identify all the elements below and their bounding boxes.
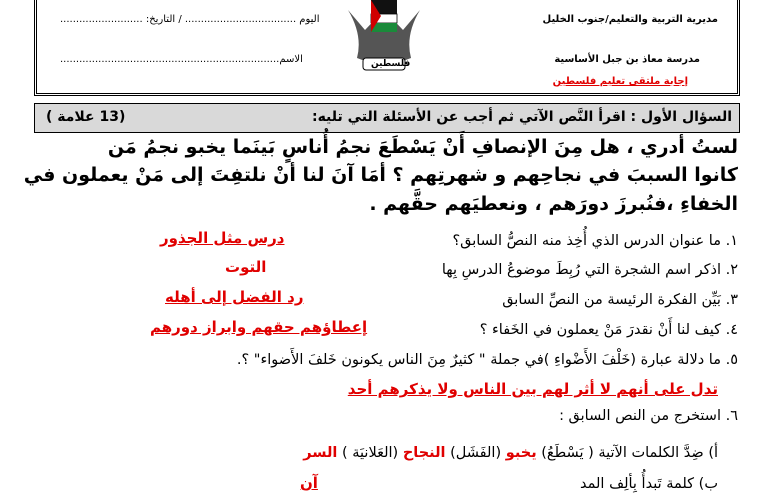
sub-a-word: (الفَشَل) [450, 445, 502, 461]
sub-a-answer: يخبو [505, 445, 537, 461]
question-2: ٢. اذكر اسم الشجرة التي رُبِطَ موضوعُ الدرسِ بِها [441, 262, 738, 278]
palestine-emblem [343, 0, 425, 74]
question-title: السؤال الأول : اقرأ النَّص الآتي ثم أجب عن الأسئلة التي تليه: [311, 109, 732, 125]
sub-a-line [303, 445, 718, 461]
day-date-field: اليوم ................................... / التاريخ: .......................... [60, 14, 320, 25]
school: مدرسة معاذ بن جبل الأساسية [554, 54, 700, 65]
answer-5: تدل على أنهم لا أثر لهم بين الناس ولا يذكرهم أحد [347, 380, 718, 398]
question-3: ٣. بَيِّن الفكرة الرئيسة من النصِّ السابق [502, 292, 738, 308]
answer-3: رد الفضل إلى أهله [165, 288, 304, 306]
passage-line: لستُ أدري ، هل مِنَ الإنصافِ أَنْ يَسْطَعَ نجمُ أُناسٍ بَينَما يخبو نجمُ مَن [107, 136, 738, 158]
sub-a-answer: النجاح [402, 445, 446, 461]
question-5: ٥. ما دلالة عبارة (خَلْفَ الأَضْواءِ )في جملة " كثيرٌ مِنَ الناس يكونون خَلفَ الأَضواء" ؟. [236, 352, 738, 368]
question-marks: (13 علامة ) [46, 109, 126, 125]
name-field: الاسم..................................................................... [60, 54, 303, 65]
sub-a-word: ( يَسْطَعُ) [541, 445, 594, 461]
sub-b-text: ب) كلمة تَبدأُ بِألِف المد [580, 476, 718, 492]
passage-line: كانوا السببَ في نجاحِهم و شهرتِهم ؟ أمَا آنَ لنا أنْ نلتفِتَ إلى مَنْ يعملون في [23, 164, 738, 186]
crest-text: فلسطين [371, 59, 411, 69]
question-4: ٤. كيف لنا أَنْ نقدرَ مَنْ يعملون في الخَفاء ؟ [479, 322, 738, 338]
answer-1: درس مثل الجذور [160, 229, 285, 247]
source-link[interactable]: إجابة ملتقى تعليم فلسطين [552, 76, 688, 87]
sub-a-prefix: أ) ضِدَّ الكلمات الآتية [598, 445, 718, 461]
question-1: ١. ما عنوان الدرس الذي أُخِذ منه النصُّ السابق؟ [452, 233, 738, 249]
question-6: ٦. استخرج من النص السابق : [559, 408, 738, 424]
sub-a-word: (العَلانيَة ) [342, 445, 399, 461]
answer-2: التوت [225, 258, 267, 276]
sub-a-answer: السر [303, 445, 338, 461]
sub-b-answer: آن [300, 474, 318, 492]
directorate: مديرية التربية والتعليم/جنوب الخليل [542, 14, 718, 25]
passage-line: الخفاءِ ،فنُبرزَ دورَهم ، ونعطيَهم حقَّهم . [369, 193, 738, 215]
answer-4: إعطاؤهم حقهم وابراز دورهم [150, 318, 368, 336]
